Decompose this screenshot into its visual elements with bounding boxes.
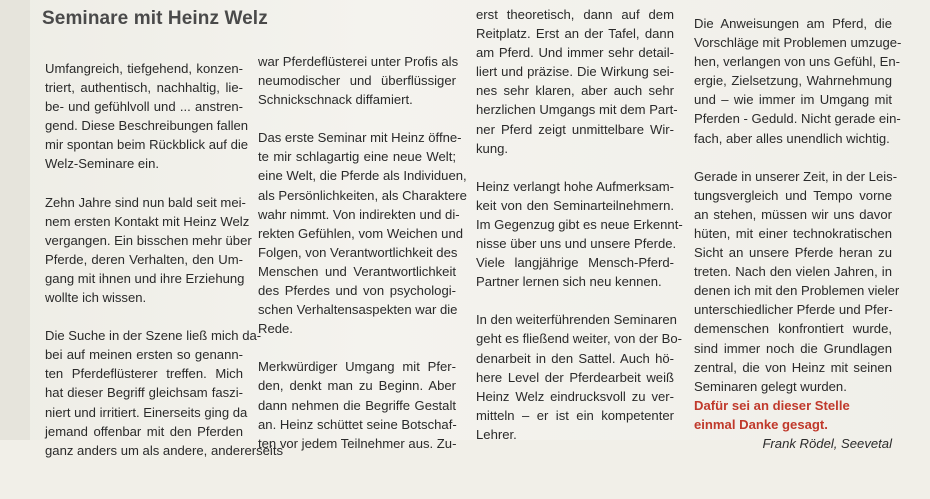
text-line: fach, aber alles unendlich wichtig. [694,130,890,146]
col3-paragraph [476,177,683,292]
text-line: den, denkt man zu Beginn. Aber [258,378,456,394]
text-line: Zehn Jahre sind nun bald seit mei- [45,194,246,210]
text-line: unterschiedlicher Pferde und Pfer- [694,302,893,318]
text-line: rekten Gefühlen, vom Weichen und [258,225,464,241]
text-line: hat dieser Begriff gleichsam faszi- [45,385,243,401]
text-line: Merkwürdiger Umgang mit Pfer- [258,359,456,375]
text-line: Das erste Seminar mit Heinz öffne- [258,130,462,146]
text-line: Sicht an unsere Pferde heran zu [694,245,892,261]
text-line: an. Heinz schüttet seine Botschaf- [258,416,457,432]
signature: Frank Rödel, Seevetal [762,435,892,451]
column-4 [694,14,902,454]
text-line: dann nehmen die Begriffe Gestalt [258,397,456,413]
text-line: demenschen konfrontiert wurde, [694,321,892,337]
text-line: In den weiterführenden Seminaren [476,312,677,328]
text-line: des Pferdes und von psychologi- [258,283,456,299]
text-line: ganz anders um als andere, andererseits [45,442,284,458]
text-line: als Persönlichkeiten, als Charaktere [258,187,467,203]
text-line: war Pferdeflüsterei unter Profis als [258,54,459,69]
text-line: Folgen, von Verantwortlichkeit des [258,244,458,260]
text-line: herzlichen Umgangs mit dem Part- [476,102,678,118]
text-line: ergie, Zielsetzung, Wahrnehmung [694,73,892,89]
text-line: gend. Diese Beschreibungen fallen [45,118,249,134]
text-line: Die Anweisungen am Pferd, die [694,16,892,31]
text-line: here Level der Pferdearbeit weiß [476,369,674,385]
text-line: Schnickschnack diffamiert. [258,92,413,108]
text-line: Im Gegenzug gibt es neue Erkennt- [476,216,683,232]
text-line: hüten, mit einer technokratischen [694,225,892,241]
column-4-body [694,14,902,396]
text-line: liert und präzise. Die Wirkung sei- [476,64,674,80]
thanks-line-1: Dafür sei an dieser Stelle [694,397,850,413]
text-line: ten Pferdeflüsterer treffen. Mich [45,366,243,382]
col4-paragraph [694,167,900,396]
text-line: an stehen, müssen wir uns davor [694,206,892,222]
text-line: ten vor jedem Teilnehmer aus. Zu- [258,435,457,451]
text-line: Seminaren gelegt wurden. [694,378,847,394]
col2-paragraph [258,357,456,452]
text-line: Heinz Welz eindrucksvoll zu ver- [476,388,674,404]
text-line: Gerade in unserer Zeit, in der Leis- [694,168,898,184]
text-line: Reitplatz. Erst an der Tafel, dann [476,26,674,42]
col1-paragraph [45,193,252,308]
text-line: Welz-Seminare ein. [45,156,160,172]
text-line: bei auf meinen ersten so genann- [45,347,243,363]
text-line: denen ich mit den Problemen vieler [694,283,900,299]
text-line: Partner lernen sich neu kennen. [476,274,662,290]
text-line: Lehrer. [476,426,517,442]
text-line: jemand offenbar mit den Pferden [45,423,243,439]
text-line: zentral, die von Heinz mit seinen [694,359,892,375]
col3-paragraph [476,5,678,158]
text-line: treten. Nach den vielen Jahren, in [694,264,892,280]
column-3 [476,5,683,445]
text-line: Umfangreich, tiefgehend, konzen- [45,61,243,76]
text-line: wahr nimmt. Von indirekten und di- [258,206,460,222]
text-line: Viele langjährige Mensch-Pferd- [476,255,674,271]
text-line: und – wie immer im Umgang mit [694,92,892,108]
text-line: gang mit ihnen und ihre Erziehung [45,270,245,286]
text-line: eine Welt, die Pferde als Individuen, [258,168,467,184]
text-line: wollte ich wissen. [45,290,147,306]
text-line: nem ersten Kontakt mit Heinz Welz [45,213,250,229]
text-line: tungsvergleich und Tempo vorne [694,187,892,203]
text-line: erst theoretisch, dann auf dem [476,7,674,22]
text-line: Rede. [258,321,293,337]
text-line: kung. [476,140,509,156]
text-line: Heinz verlangt hohe Aufmerksam- [476,178,674,194]
text-line: schen Verhaltensaspekten war die [258,302,458,318]
text-line: vergangen. Ein bisschen mehr über [45,232,252,248]
text-line: Die Suche in der Szene ließ mich da- [45,328,262,344]
text-line: be- und gefühlvoll und ... anstren- [45,99,243,115]
text-line: sind immer noch die Grundlagen [694,340,892,356]
text-line: Vorschläge mit Problemen umzuge- [694,35,902,51]
text-line: Menschen und Verantwortlichkeit [258,263,456,279]
col1-paragraph [45,59,249,174]
page-edge [0,0,30,440]
text-line: Pferde, deren Verhalten, den Um- [45,251,243,267]
text-line: Pferden - Geduld. Nicht gerade ein- [694,111,901,127]
article-title: Seminare mit Heinz Welz [42,8,268,29]
text-line: te mir schlagartig eine neue Welt; [258,149,456,165]
text-line: ner Pferd zeigt unmittelbare Wir- [476,121,674,137]
text-line: nes sehr klaren, aber auch sehr [476,83,674,99]
text-line: triert, authentisch, nachhaltig, lie- [45,80,243,96]
text-line: niert und irritiert. Einerseits ging da [45,404,248,420]
text-line: mir spontan beim Rückblick auf die [45,137,249,153]
thanks-line-2: einmal Danke gesagt. [694,416,828,432]
column-2 [258,52,467,492]
text-line: geht es fließend weiter, von der Bo- [476,331,682,347]
text-line: nisse über uns und unsere Pferde. [476,236,677,252]
col4-paragraph [694,14,902,148]
thanks-line [694,396,892,434]
text-line: am Pferd. Und immer sehr detail- [476,45,674,61]
col3-paragraph [476,310,682,444]
text-line: keit von den Seminarteilnehmern. [476,197,674,213]
col2-paragraph [258,52,459,109]
col2-paragraph [258,128,467,338]
text-line: hen, verlangen von uns Gefühl, En- [694,54,900,70]
text-line: mitteln – er ist ein kompetenter [476,407,674,423]
text-line: denarbeit in den Sattel. Auch hö- [476,350,674,366]
text-line: neumodischer und überflüssiger [258,73,456,89]
